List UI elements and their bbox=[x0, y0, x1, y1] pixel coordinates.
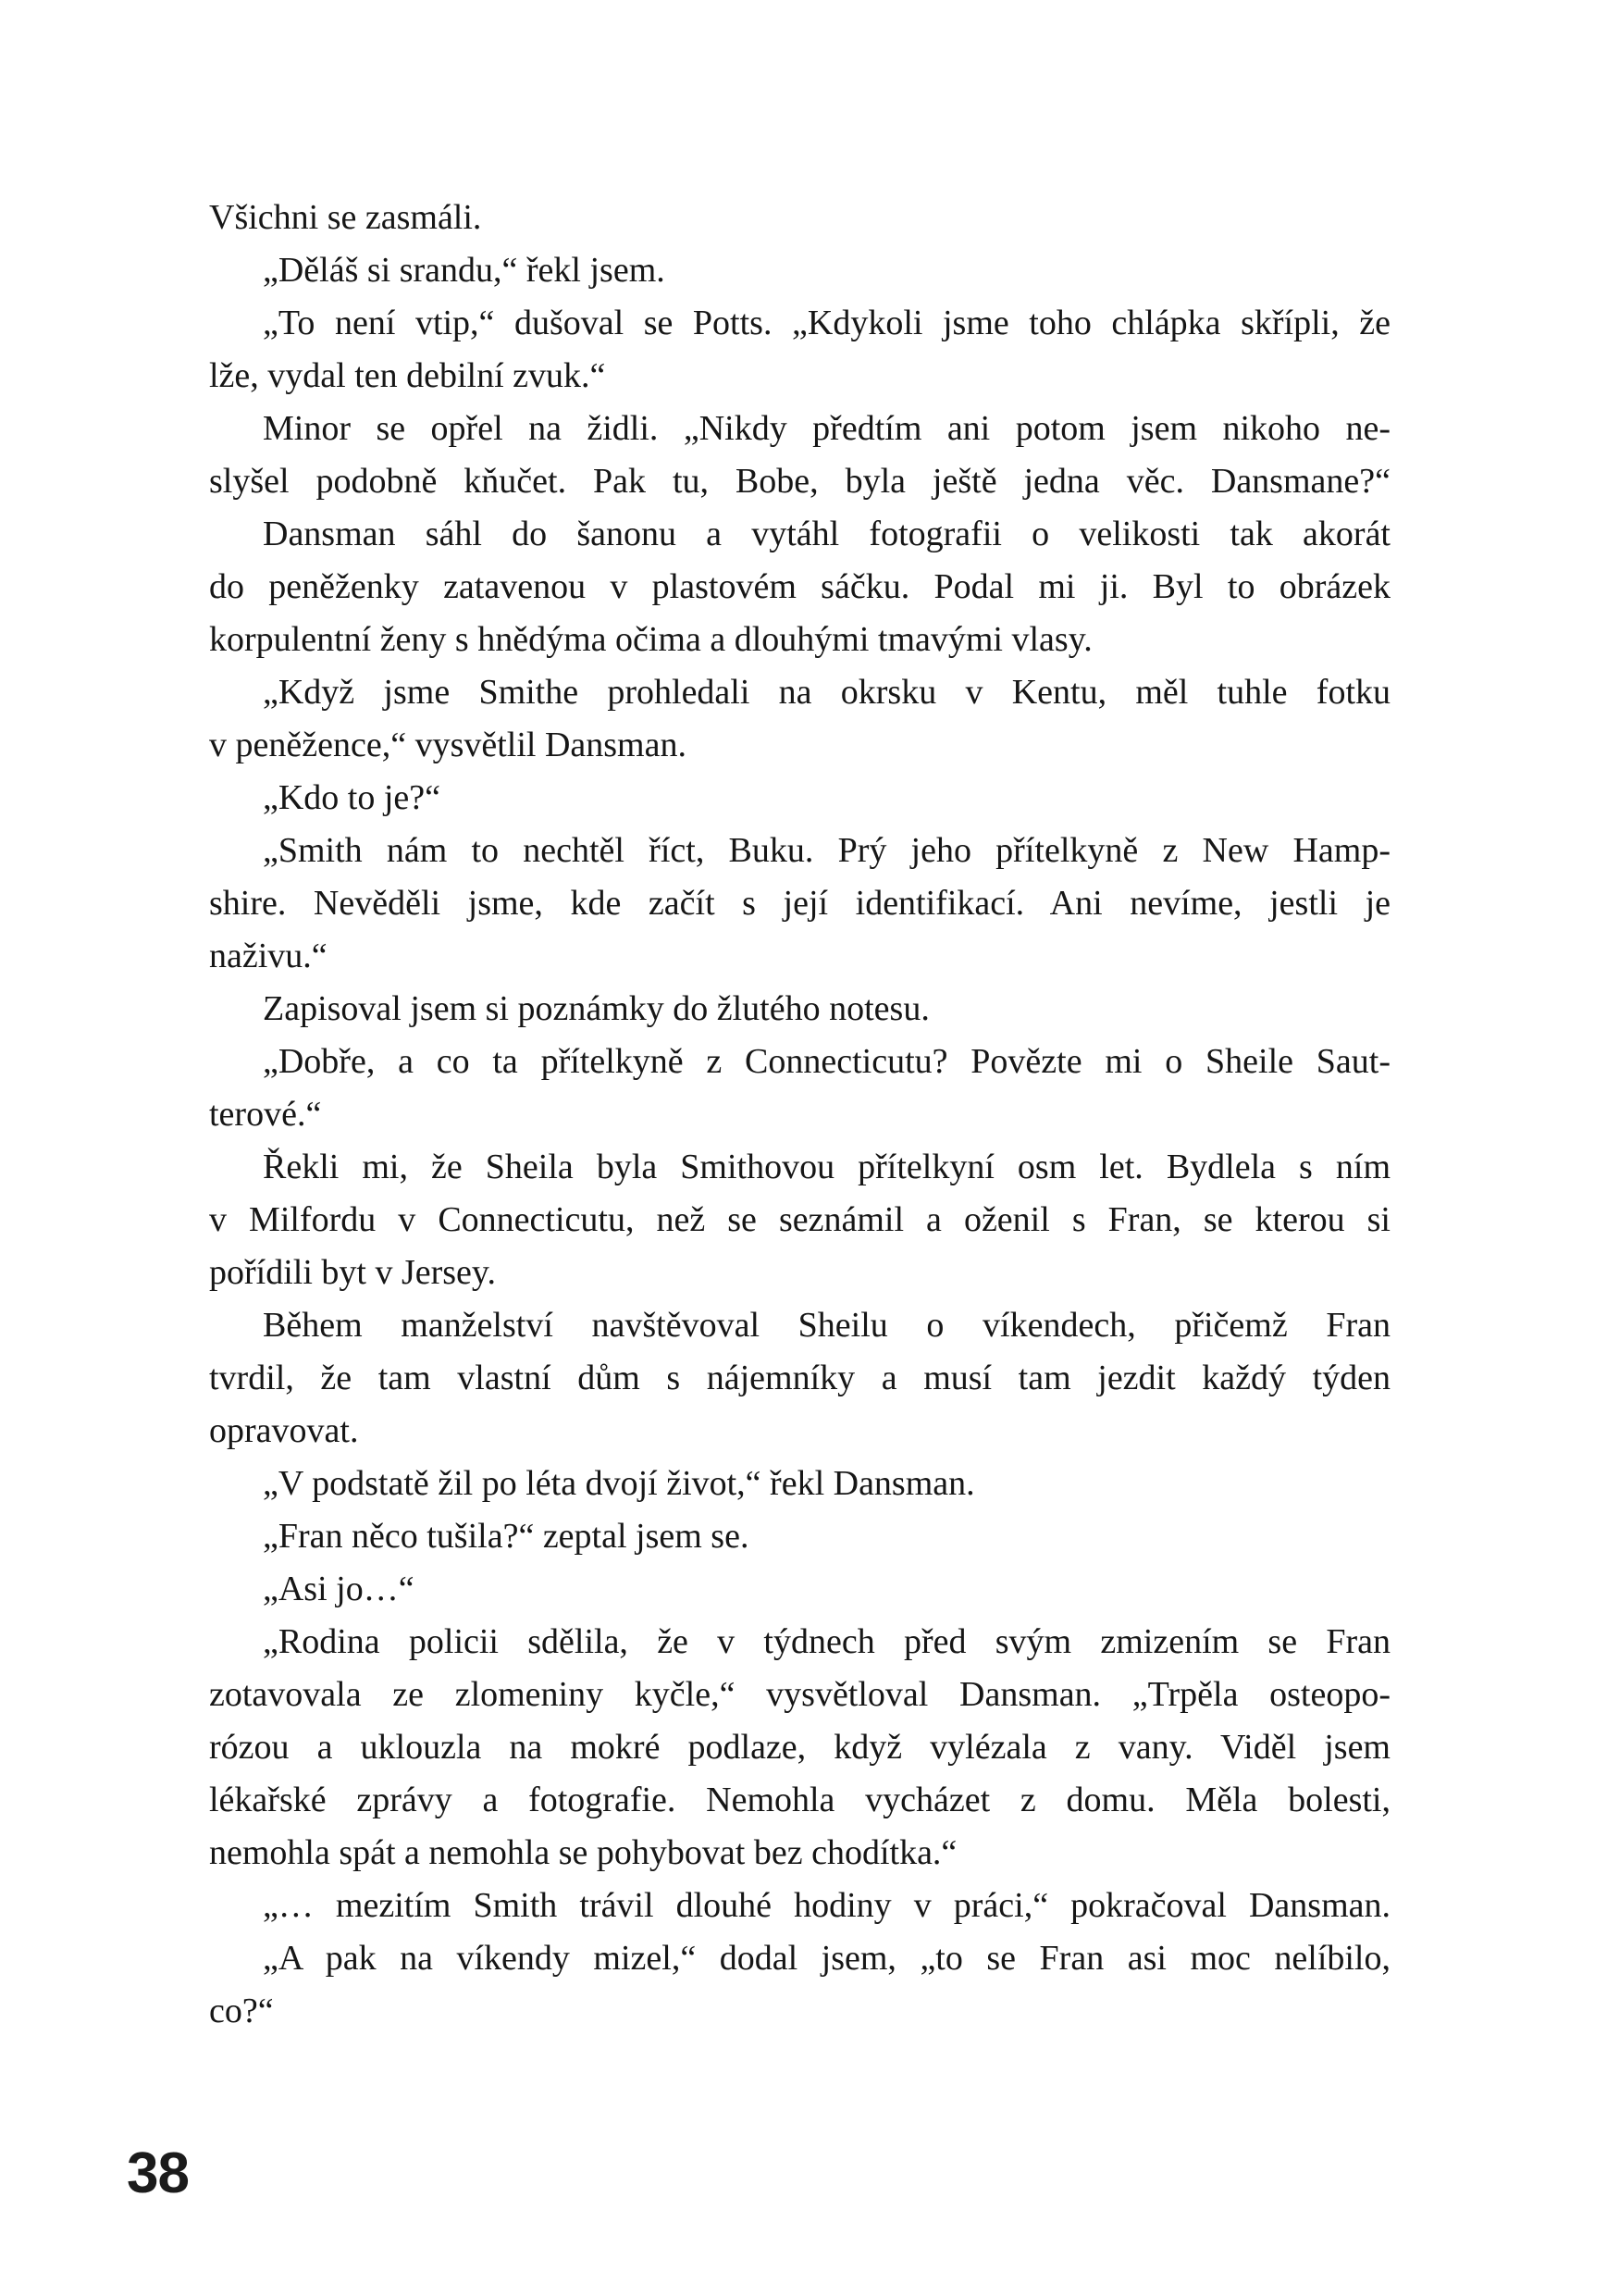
text-line: opravovat. bbox=[209, 1411, 359, 1450]
text-line: Všichni se zasmáli. bbox=[209, 198, 482, 237]
text-line: v Milfordu v Connecticutu, než se seznámil a oženil s Fran, se kterou si bbox=[209, 1200, 1391, 1239]
text-line: Dansman sáhl do šanonu a vytáhl fotografii o velikosti tak akorát bbox=[263, 515, 1391, 553]
text-line: slyšel podobně kňučet. Pak tu, Bobe, byla ještě jedna věc. Dansmane?“ bbox=[209, 462, 1391, 501]
text-line: „Dobře, a co ta přítelkyně z Connecticutu? Povězte mi o Sheile Saut- bbox=[263, 1042, 1391, 1081]
text-line: v peněžence,“ vysvětlil Dansman. bbox=[209, 726, 686, 764]
text-line: nemohla spát a nemohla se pohybovat bez chodítka.“ bbox=[209, 1833, 958, 1872]
text-line: „To není vtip,“ dušoval se Potts. „Kdykoli jsme toho chlápka skřípli, že bbox=[263, 304, 1391, 342]
text-line: shire. Nevěděli jsme, kde začít s její identifikací. Ani nevíme, jestli je bbox=[209, 884, 1391, 923]
text-line: lékařské zprávy a fotografie. Nemohla vycházet z domu. Měla bolesti, bbox=[209, 1781, 1391, 1819]
text-line: do peněženky zatavenou v plastovém sáčku. Podal mi ji. Byl to obrázek bbox=[209, 567, 1391, 606]
text-line: rózou a uklouzla na mokré podlaze, když vylézala z vany. Viděl jsem bbox=[209, 1728, 1391, 1767]
text-line: „Kdo to je?“ bbox=[263, 778, 441, 817]
body-text bbox=[209, 192, 1391, 2038]
text-line: tvrdil, že tam vlastní dům s nájemníky a musí tam jezdit každý týden bbox=[209, 1359, 1391, 1397]
text-line: Minor se opřel na židli. „Nikdy předtím ani potom jsem nikoho ne- bbox=[263, 409, 1391, 448]
text-line: „Smith nám to nechtěl říct, Buku. Prý jeho přítelkyně z New Hamp- bbox=[263, 831, 1391, 870]
page-number: 38 bbox=[127, 2141, 189, 2205]
text-line: terové.“ bbox=[209, 1095, 322, 1134]
text-line: „Když jsme Smithe prohledali na okrsku v Kentu, měl tuhle fotku bbox=[263, 673, 1391, 712]
text-line: lže, vydal ten debilní zvuk.“ bbox=[209, 356, 606, 395]
text-line: korpulentní ženy s hnědýma očima a dlouhými tmavými vlasy. bbox=[209, 620, 1093, 659]
text-line: „A pak na víkendy mizel,“ dodal jsem, „to se Fran asi moc nelíbilo, bbox=[263, 1939, 1391, 1978]
text-line: Zapisoval jsem si poznámky do žlutého notesu. bbox=[263, 989, 930, 1028]
text-line: co?“ bbox=[209, 1992, 274, 2030]
text-line: naživu.“ bbox=[209, 937, 328, 975]
text-line: pořídili byt v Jersey. bbox=[209, 1253, 496, 1292]
text-line: „Asi jo…“ bbox=[263, 1570, 414, 1608]
text-line: „Rodina policii sdělila, že v týdnech před svým zmizením se Fran bbox=[263, 1622, 1391, 1661]
text-line: „Fran něco tušila?“ zeptal jsem se. bbox=[263, 1517, 749, 1556]
text-line: „Děláš si srandu,“ řekl jsem. bbox=[263, 251, 665, 290]
text-line: Řekli mi, že Sheila byla Smithovou přítelkyní osm let. Bydlela s ním bbox=[263, 1148, 1391, 1186]
text-line: „V podstatě žil po léta dvojí život,“ řekl Dansman. bbox=[263, 1464, 975, 1503]
text-line: Během manželství navštěvoval Sheilu o víkendech, přičemž Fran bbox=[263, 1306, 1391, 1345]
text-line: zotavovala ze zlomeniny kyčle,“ vysvětloval Dansman. „Trpěla osteopo- bbox=[209, 1675, 1391, 1714]
text-line: „… mezitím Smith trávil dlouhé hodiny v práci,“ pokračoval Dansman. bbox=[263, 1886, 1391, 1925]
